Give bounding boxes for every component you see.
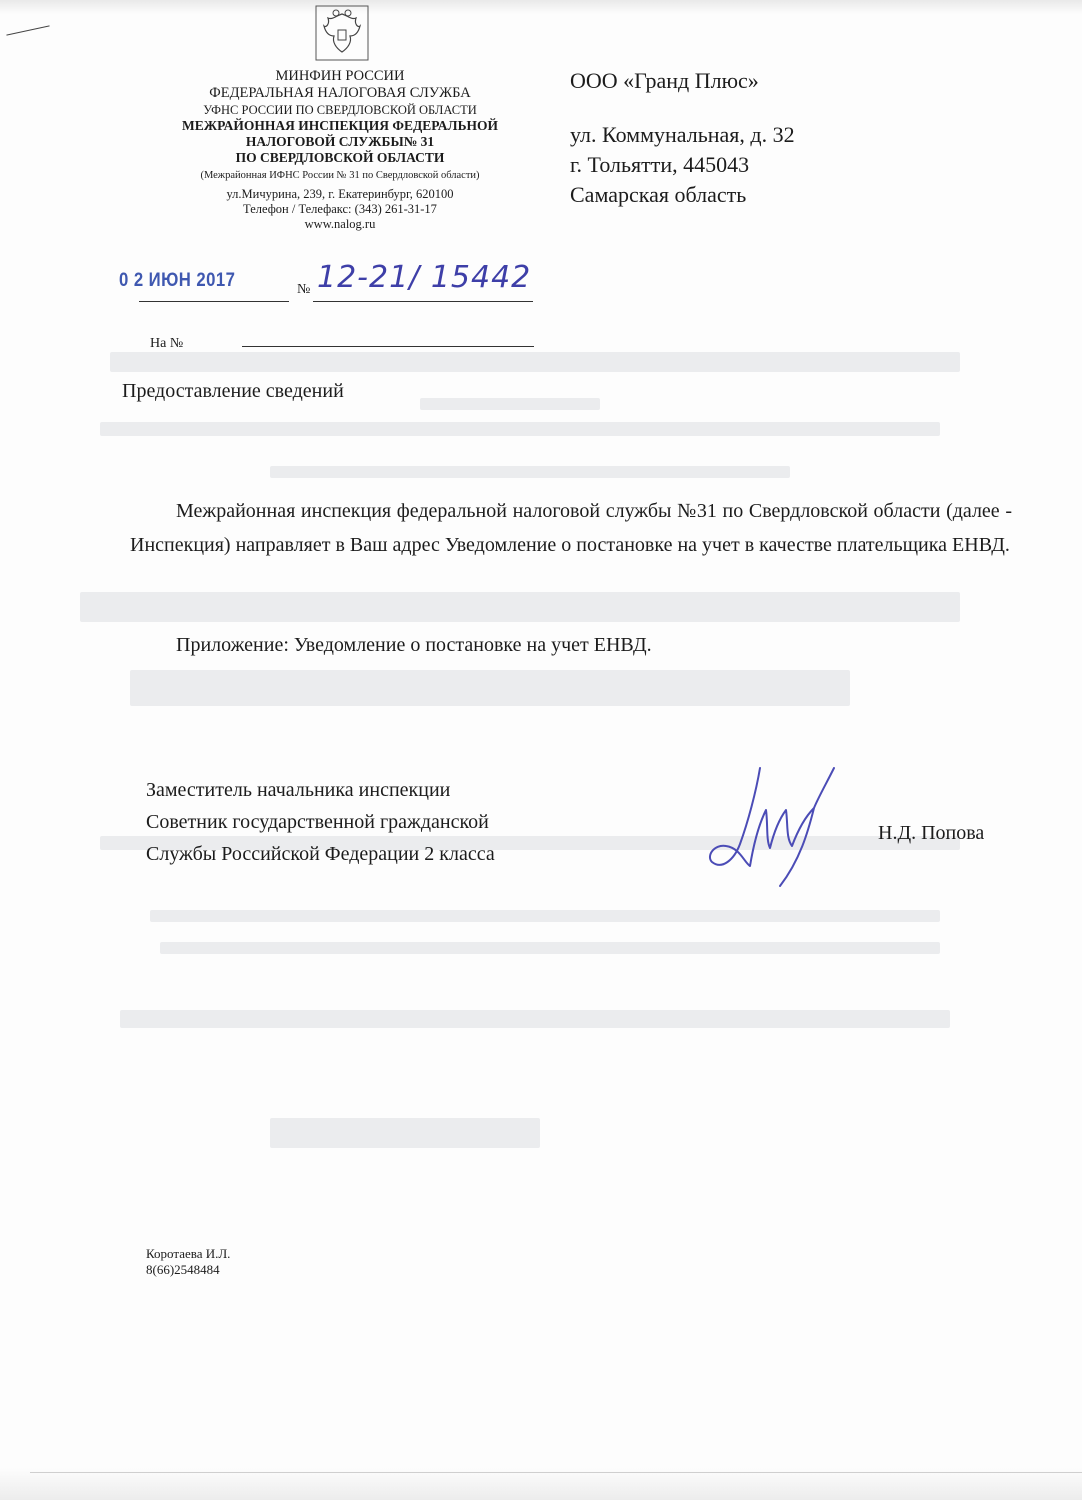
bleed-through-band bbox=[130, 670, 850, 706]
sender-website: www.nalog.ru bbox=[304, 216, 376, 231]
ministry-name: МИНФИН РОССИИ bbox=[275, 68, 405, 84]
bleed-through-band bbox=[420, 398, 600, 410]
number-underline bbox=[313, 301, 533, 302]
bleed-through-band bbox=[150, 910, 940, 922]
reply-reference-label: На № bbox=[150, 336, 184, 351]
bleed-through-band bbox=[80, 592, 960, 622]
signatory-title bbox=[146, 774, 495, 870]
bleed-through-band bbox=[110, 352, 960, 372]
letter-subject: Предоставление сведений bbox=[122, 380, 344, 402]
sender-address: ул.Мичурина, 239, г. Екатеринбург, 620100 bbox=[226, 186, 454, 201]
executor-phone: 8(66)2548484 bbox=[146, 1262, 220, 1277]
recipient-company: ООО «Гранд Плюс» bbox=[570, 68, 759, 93]
reply-reference-row bbox=[150, 334, 183, 352]
bleed-through-band bbox=[270, 466, 790, 478]
signatory-title-line2: Советник государственной гражданской bbox=[146, 811, 489, 833]
signatory-name: Н.Д. Попова bbox=[878, 822, 985, 844]
recipient-street: ул. Коммунальная, д. 32 bbox=[570, 122, 795, 147]
bleed-through-band bbox=[100, 422, 940, 436]
recipient-region: Самарская область bbox=[570, 182, 747, 207]
letter-attachment: Приложение: Уведомление о постановке на учет ЕНВД. bbox=[176, 634, 652, 656]
date-underline bbox=[139, 301, 289, 302]
recipient-city: г. Тольятти, 445043 bbox=[570, 152, 750, 177]
coat-of-arms-emblem bbox=[314, 4, 370, 62]
scan-edge-line bbox=[30, 1472, 1082, 1473]
service-name: ФЕДЕРАЛЬНАЯ НАЛОГОВАЯ СЛУЖБА bbox=[209, 85, 471, 102]
number-sign: № bbox=[297, 282, 311, 297]
registration-row bbox=[115, 260, 545, 308]
inspection-name-line3: ПО СВЕРДЛОВСКОЙ ОБЛАСТИ bbox=[235, 150, 445, 166]
signatory-title-line3: Службы Российской Федерации 2 класса bbox=[146, 843, 495, 865]
reply-reference-line bbox=[242, 346, 534, 347]
scan-edge-top bbox=[0, 0, 1082, 14]
date-stamp: 0 2 ИЮН 2017 bbox=[119, 270, 236, 291]
letter-body: Межрайонная инспекция федеральной налоговой службы №31 по Свердловской области (далее - Инспекция) направляет в Ваш адрес Уведомление о постановке на учет в качестве плательщика ЕНВД. bbox=[130, 500, 1012, 556]
pen-mark bbox=[6, 25, 49, 35]
handwritten-signature bbox=[700, 762, 850, 897]
signatory-title-line1: Заместитель начальника инспекции bbox=[146, 779, 451, 801]
executor-block bbox=[146, 1246, 230, 1278]
executor-name: Коротаева И.Л. bbox=[146, 1246, 231, 1261]
inspection-name-line2: НАЛОГОВОЙ СЛУЖБЫ№ 31 bbox=[245, 133, 435, 149]
handwritten-outgoing-number: 12-21/ 15442 bbox=[317, 260, 532, 295]
bleed-through-band bbox=[120, 1010, 950, 1028]
inspection-short-name: (Межрайонная ИФНС России № 31 по Свердловской области) bbox=[200, 170, 480, 182]
sender-letterhead bbox=[150, 68, 530, 232]
inspection-name-line1: МЕЖРАЙОННАЯ ИНСПЕКЦИЯ ФЕДЕРАЛЬНОЙ bbox=[181, 117, 499, 133]
bleed-through-band bbox=[270, 1118, 540, 1148]
sender-phone: Телефон / Телефакс: (343) 261-31-17 bbox=[243, 201, 437, 216]
regional-office-name: УФНС РОССИИ ПО СВЕРДЛОВСКОЙ ОБЛАСТИ bbox=[203, 102, 477, 117]
bleed-through-band bbox=[160, 942, 940, 954]
recipient-block bbox=[570, 66, 795, 210]
